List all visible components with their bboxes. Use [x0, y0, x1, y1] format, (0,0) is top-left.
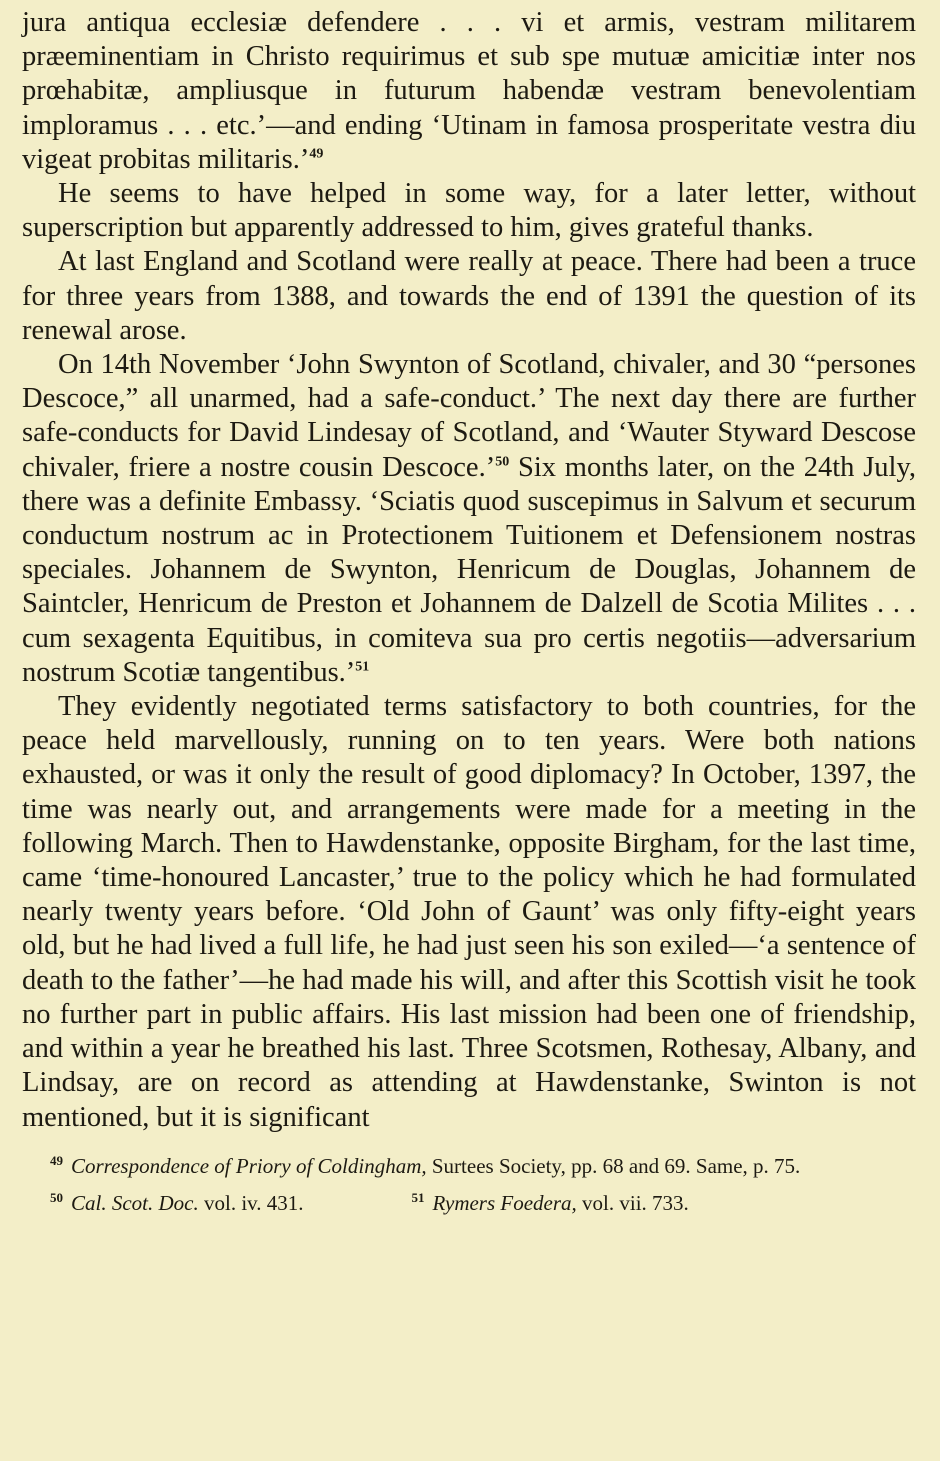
footnote-ref-49[interactable]: 49 — [309, 146, 324, 162]
footnote-ref-51[interactable]: 51 — [355, 659, 370, 675]
footnote-51 — [412, 1190, 689, 1217]
paragraph-3 — [22, 245, 916, 348]
paragraph-5 — [22, 690, 916, 1135]
paragraph-1-text: jura antiqua ecclesiæ defendere . . . vi et armis, vestram militarem præeminentiam in Christo requirimus et sub spe mutuæ amicitiæ inter nos prœhabitæ, ampliusque in futurum habendæ vestram benevolentiam imploramus . . . etc.’—and ending ‘Utinam in famosa prosperitate vestra diu vigeat probitas militaris.’ — [22, 7, 916, 175]
paragraph-5-text: They evidently negotiated terms satisfactory to both countries, for the peace held marvellously, running on to ten years. Were both nations exhausted, or was it only the result of good diplomacy? In October, 1397, the time was nearly out, and arrangements were made for a meeting in the following March. Then to Hawdenstanke, opposite Birgham, for the last time, came ‘time-honoured Lancaster,’ true to the policy which he had formulated nearly twenty years before. ‘Old John of Gaunt’ was only fifty-eight years old, but he had lived a full life, he had just seen his son exiled—‘a sentence of death to the father’—he had made his will, and after this Scottish visit he took no further part in public affairs. His last mission had been one of friendship, and within a year he breathed his last. Three Scotsmen, Rothesay, Albany, and Lindsay, are on record as attending at Hawdenstanke, Swinton is not mentioned, but it is significant — [22, 691, 916, 1133]
footnote-ref-50[interactable]: 50 — [495, 454, 510, 470]
footnote-49-title: Correspondence of Priory of Coldingham, — [71, 1153, 427, 1178]
footnote-50 — [50, 1190, 304, 1217]
footnote-50-number: 50 — [50, 1189, 63, 1205]
paragraph-4-text-a: On 14th November ‘John Swynton of Scotland, chivaler, and 30 “persones Descoce,” all unarmed, had a safe-conduct.’ The next day there are further safe-conducts for David Lindesay of Scotland, and ‘Wauter Styward Descose chivaler, friere a nostre cousin Descoce.’ — [22, 349, 916, 483]
paragraph-2-text: He seems to have helped in some way, for a later letter, without superscription but apparently addressed to him, gives grateful thanks. — [22, 178, 916, 244]
footnote-49-rest: Surtees Society, pp. 68 and 69. Same, p. 75. — [426, 1153, 801, 1178]
footnote-51-rest: vol. vii. 733. — [576, 1190, 689, 1215]
paragraph-1 — [22, 6, 916, 177]
footnotes — [22, 1153, 916, 1217]
footnote-49 — [22, 1153, 916, 1180]
paragraph-4 — [22, 348, 916, 690]
footnote-50-rest: vol. iv. 431. — [198, 1190, 304, 1215]
page-body — [22, 6, 916, 1217]
footnote-row — [22, 1190, 916, 1217]
footnote-51-title: Rymers Foedera, — [432, 1190, 577, 1215]
paragraph-4-text-b: Six months later, on the 24th July, there was a definite Embassy. ‘Sciatis quod suscepimus in Salvum et securum conductum nostrum ac in Protectionem Tuitionem et Defensionem nostras speciales. Johannem de Swynton, Henricum de Douglas, Johannem de Saintcler, Henricum de Preston et Johannem de Dalzell de Scotia Milites . . . cum sexagenta Equitibus, in comiteva sua pro certis negotiis—adversarium nostrum Scotiæ tangentibus.’ — [22, 451, 916, 688]
footnote-51-number: 51 — [411, 1189, 425, 1205]
paragraph-3-text: At last England and Scotland were really at peace. There had been a truce for three years from 1388, and towards the end of 1391 the question of its renewal arose. — [22, 246, 916, 346]
footnote-49-number: 49 — [50, 1152, 63, 1168]
footnote-50-title: Cal. Scot. Doc. — [71, 1190, 199, 1215]
paragraph-2 — [22, 177, 916, 245]
